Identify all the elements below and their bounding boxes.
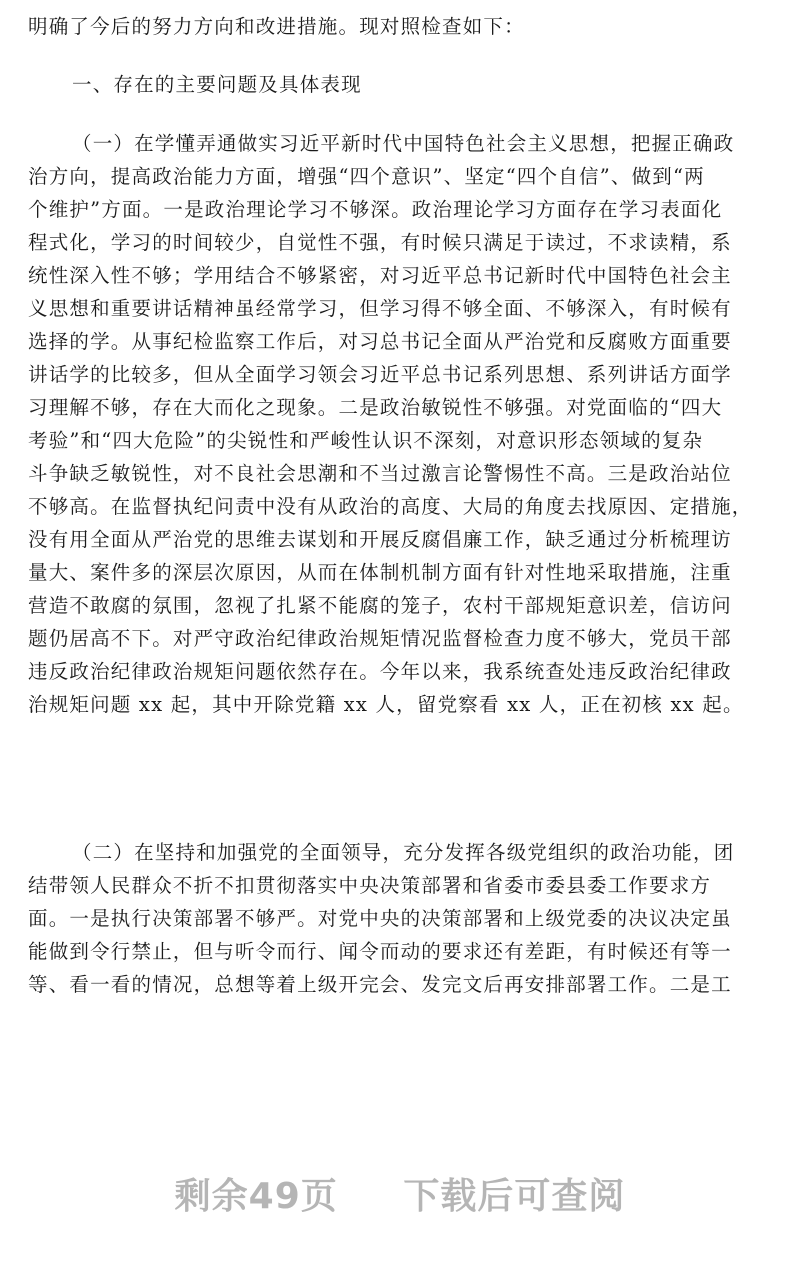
section-heading	[28, 68, 772, 101]
text-line: 量大、案件多的深层次原因，从而在体制机制方面有针对性地采取措施，注重	[28, 561, 732, 584]
text-line: 结带领人民群众不折不扣贯彻落实中央决策部署和省委市委县委工作要求方	[28, 874, 712, 897]
download-prompt-button[interactable]	[0, 1168, 800, 1219]
text-line: 个维护”方面。一是政治理论学习不够深。政治理论学习方面存在学习表面化	[28, 198, 723, 221]
text-line: 没有用全面从严治党的思维去谋划和开展反腐倡廉工作，缺乏通过分析梳理访	[28, 528, 732, 551]
text-line: 营造不敢腐的氛围，忽视了扎紧不能腐的笼子，农村干部规矩意识差，信访问	[28, 594, 732, 617]
text-line: （二）在坚持和加强党的全面领导，充分发挥各级党组织的政治功能，团	[72, 841, 735, 864]
paragraph-1	[28, 127, 772, 721]
text-line: 考验”和“四大危险”的尖锐性和严峻性认识不深刻，对意识形态领域的复杂	[28, 429, 704, 452]
intro-paragraph	[28, 10, 772, 43]
text-line: 选择的学。从事纪检监察工作后，对习总书记全面从严治党和反腐败方面重要	[28, 330, 732, 353]
text-line: 统性深入性不够；学用结合不够紧密，对习近平总书记新时代中国特色社会主	[28, 264, 732, 287]
text-line: 明确了今后的努力方向和改进措施。现对照检查如下：	[28, 15, 525, 38]
text-line: 程式化，学习的时间较少，自觉性不强，有时候只满足于读过，不求读精，系	[28, 231, 732, 254]
text-line: 题仍居高不下。对严守政治纪律政治规矩情况监督检查力度不够大，党员干部	[28, 627, 732, 650]
text-line: （一）在学懂弄通做实习近平新时代中国特色社会主义思想，把握正确政	[72, 132, 735, 155]
remaining-pages-label: 剩余49页	[174, 1176, 338, 1217]
text-line: 等、看一看的情况，总想等着上级开完会、发完文后再安排部署工作。二是工	[28, 973, 732, 996]
section-heading-text: 一、存在的主要问题及具体表现	[72, 73, 362, 96]
text-line: 面。一是执行决策部署不够严。对党中央的决策部署和上级党委的决议决定虽	[28, 907, 732, 930]
text-line: 义思想和重要讲话精神虽经常学习，但学习得不够全面、不够深入，有时候有	[28, 297, 732, 320]
text-line: 治方向，提高政治能力方面，增强“四个意识”、坚定“四个自信”、做到“两	[28, 165, 705, 188]
text-line: 讲话学的比较多，但从全面学习领会习近平总书记系列思想、系列讲话方面学	[28, 363, 732, 386]
content-fade-overlay	[0, 1000, 800, 1160]
paragraph-2	[28, 836, 772, 1001]
download-to-view-label: 下载后可查阅	[403, 1176, 626, 1217]
text-line: 斗争缺乏敏锐性，对不良社会思潮和不当过激言论警惕性不高。三是政治站位	[28, 462, 732, 485]
text-line: 习理解不够，存在大而化之现象。二是政治敏锐性不够强。对党面临的“四大	[28, 396, 723, 419]
text-line: 违反政治纪律政治规矩问题依然存在。今年以来，我系统查处违反政治纪律政	[28, 660, 732, 683]
text-line: 不够高。在监督执纪问责中没有从政治的高度、大局的角度去找原因、定措施，	[28, 495, 753, 518]
text-line: 能做到令行禁止，但与听令而行、闻令而动的要求还有差距，有时候还有等一	[28, 940, 732, 963]
text-line: 治规矩问题 xx 起，其中开除党籍 xx 人，留党察看 xx 人，正在初核 xx 起。	[28, 693, 744, 716]
